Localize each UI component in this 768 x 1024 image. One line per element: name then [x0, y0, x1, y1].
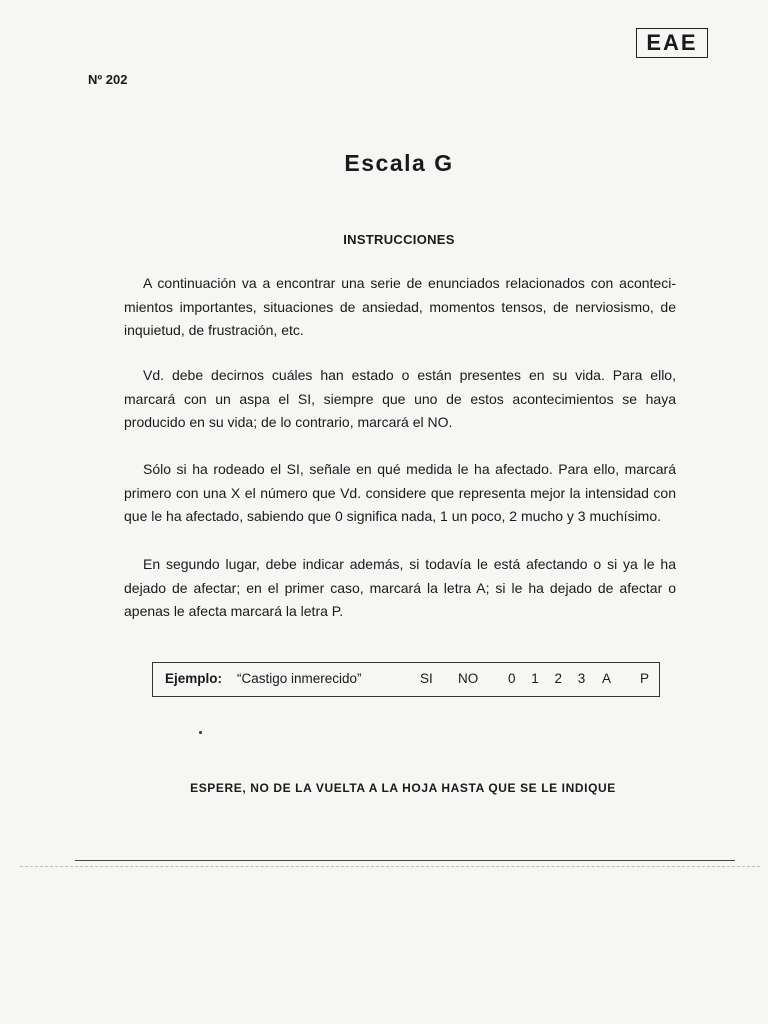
page-title: Escala G	[344, 150, 454, 176]
example-yes-option: SI	[420, 671, 433, 686]
test-code-box	[636, 28, 708, 58]
faint-divider-line	[20, 866, 760, 867]
document-number: Nº 202	[88, 72, 128, 87]
instructions-heading: INSTRUCCIONES	[343, 232, 455, 247]
instruction-paragraph-4: En segundo lugar, debe indicar además, si todavía le está afectando o si ya le ha dejado de afectar; en el primer caso, marcará la letra A; si le ha dejado de afectar o apenas le afecta marcará la letra P.	[124, 556, 676, 619]
example-box	[152, 662, 660, 697]
instruction-paragraph-2: Vd. debe decirnos cuáles han estado o están presentes en su vida. Para ello, marcará con un aspa el SI, siempre que uno de estos acontecimientos se haya producido en su vida; de lo contrario, marcará el NO.	[124, 367, 676, 430]
ink-speck	[199, 731, 202, 734]
instruction-paragraph-1: A continuación va a encontrar una serie de enunciados relacionados con aconteci-mientos importantes, situaciones de ansiedad, momentos tensos, de nerviosismo, de inquietud, de frustración, etc.	[124, 275, 676, 338]
footer-notice: ESPERE, NO DE LA VUELTA A LA HOJA HASTA QUE SE LE INDIQUE	[190, 781, 616, 795]
divider-line	[75, 860, 735, 861]
example-intensity-scale: 0 1 2 3	[508, 671, 592, 686]
example-no-option: NO	[458, 671, 479, 686]
example-a-option: A	[602, 671, 612, 686]
instruction-paragraph-3: Sólo si ha rodeado el SI, señale en qué medida le ha afectado. Para ello, marcará primero con una X el número que Vd. considere que representa mejor la intensidad con que le ha afectado, sabiendo que 0 significa nada, 1 un poco, 2 mucho y 3 muchísimo.	[124, 461, 676, 524]
example-item: “Castigo inmerecido”	[237, 671, 362, 686]
example-p-option: P	[640, 671, 650, 686]
example-label: Ejemplo:	[165, 671, 223, 686]
test-code: EAE	[646, 30, 698, 55]
